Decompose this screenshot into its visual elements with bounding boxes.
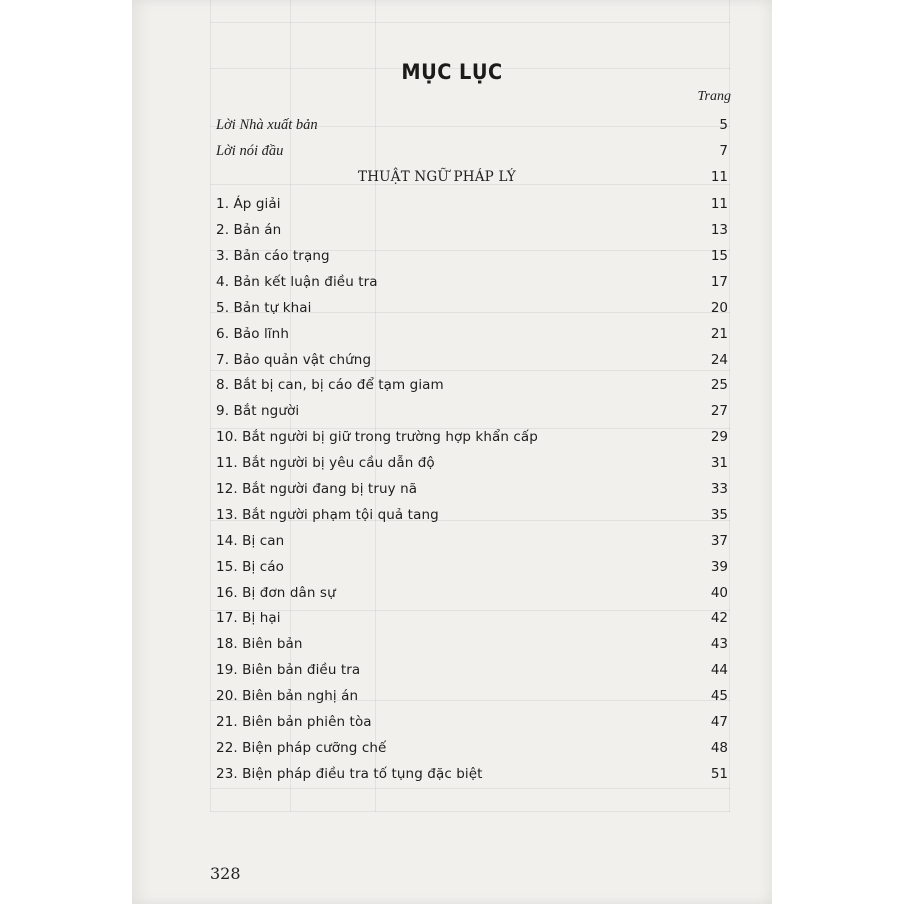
toc-entry[interactable] [216, 481, 728, 503]
toc-entry[interactable] [216, 352, 728, 374]
toc-label: 12. Bắt người đang bị truy nã [216, 481, 418, 497]
toc-page-number: 39 [710, 559, 728, 575]
toc-page-number: 15 [710, 248, 728, 264]
toc-label: 3. Bản cáo trạng [216, 248, 330, 264]
toc-label: 2. Bản án [216, 222, 282, 238]
toc-page-number: 45 [710, 688, 728, 704]
toc-entry[interactable] [216, 740, 728, 762]
toc-page-number: 5 [719, 117, 728, 133]
toc-front-item[interactable] [216, 143, 728, 165]
toc-page-number: 42 [710, 610, 728, 626]
toc-entry[interactable] [216, 688, 728, 710]
page-number-footer: 328 [210, 864, 241, 883]
toc-label: 5. Bản tự khai [216, 300, 312, 316]
toc-entry[interactable] [216, 196, 728, 218]
toc-page-number: 44 [710, 662, 728, 678]
toc-entry[interactable] [216, 714, 728, 736]
toc-label: 20. Biên bản nghị án [216, 688, 359, 704]
toc-page-number: 20 [710, 300, 728, 316]
toc-entry[interactable] [216, 274, 728, 296]
toc-label: 13. Bắt người phạm tội quả tang [216, 507, 439, 523]
toc-entry[interactable] [216, 300, 728, 322]
toc-entry[interactable] [216, 585, 728, 607]
toc-page-number: 29 [710, 429, 728, 445]
section-label: THUẬT NGỮ PHÁP LÝ [358, 169, 516, 185]
toc-label: 4. Bản kết luận điều tra [216, 274, 378, 290]
toc-label: Lời Nhà xuất bản [216, 117, 318, 133]
toc-front-item[interactable] [216, 117, 728, 139]
toc-page-number: 40 [710, 585, 728, 601]
toc-page-number: 24 [710, 352, 728, 368]
toc-label: 6. Bảo lĩnh [216, 326, 289, 342]
toc-page-number: 31 [710, 455, 728, 471]
toc-label: 1. Áp giải [216, 196, 281, 212]
toc-page-number: 7 [719, 143, 728, 159]
toc-entry[interactable] [216, 662, 728, 684]
toc-label: 19. Biên bản điều tra [216, 662, 361, 678]
toc-page-number: 37 [710, 533, 728, 549]
toc-page-number: 48 [710, 740, 728, 756]
toc-page-number: 43 [710, 636, 728, 652]
toc-entry[interactable] [216, 429, 728, 451]
toc-page-number: 47 [710, 714, 728, 730]
toc-page-number: 35 [710, 507, 728, 523]
toc-label: 15. Bị cáo [216, 559, 285, 575]
toc-entry[interactable] [216, 222, 728, 244]
toc-page-number: 13 [710, 222, 728, 238]
book-page [132, 0, 772, 904]
toc-page-number: 25 [710, 377, 728, 393]
toc-label: 9. Bắt người [216, 403, 300, 419]
toc-label: Lời nói đầu [216, 143, 284, 159]
toc-label: 11. Bắt người bị yêu cầu dẫn độ [216, 455, 435, 471]
toc-page-number: 33 [710, 481, 728, 497]
toc-label: 18. Biên bản [216, 636, 303, 652]
toc-entry[interactable] [216, 766, 728, 788]
toc-entry[interactable] [216, 610, 728, 632]
toc-page-number: 11 [710, 196, 728, 212]
toc-entry[interactable] [216, 636, 728, 658]
toc-label: 17. Bị hại [216, 610, 281, 626]
toc-page-number: 51 [710, 766, 728, 782]
toc-page-number: 27 [710, 403, 728, 419]
toc-section-heading[interactable] [216, 169, 728, 191]
toc-entry[interactable] [216, 326, 728, 348]
toc-entry[interactable] [216, 377, 728, 399]
toc-page-number: 21 [710, 326, 728, 342]
toc-label: 14. Bị can [216, 533, 285, 549]
toc-entry[interactable] [216, 507, 728, 529]
toc-entry[interactable] [216, 248, 728, 270]
toc-label: 10. Bắt người bị giữ trong trường hợp khẩn cấp [216, 429, 538, 445]
toc-label: 23. Biện pháp điều tra tố tụng đặc biệt [216, 766, 483, 782]
toc-entry[interactable] [216, 533, 728, 555]
toc-page-number: 11 [710, 169, 728, 185]
toc-entry[interactable] [216, 455, 728, 477]
toc-page-number: 17 [710, 274, 728, 290]
toc-entry[interactable] [216, 559, 728, 581]
toc-entry[interactable] [216, 403, 728, 425]
page-column-header: Trang [697, 89, 731, 104]
toc-label: 7. Bảo quản vật chứng [216, 352, 372, 368]
toc-label: 22. Biện pháp cưỡng chế [216, 740, 387, 756]
toc-label: 8. Bắt bị can, bị cáo để tạm giam [216, 377, 444, 393]
page-title: MỤC LỤC [401, 60, 503, 84]
toc-label: 21. Biên bản phiên tòa [216, 714, 372, 730]
toc-label: 16. Bị đơn dân sự [216, 585, 336, 601]
